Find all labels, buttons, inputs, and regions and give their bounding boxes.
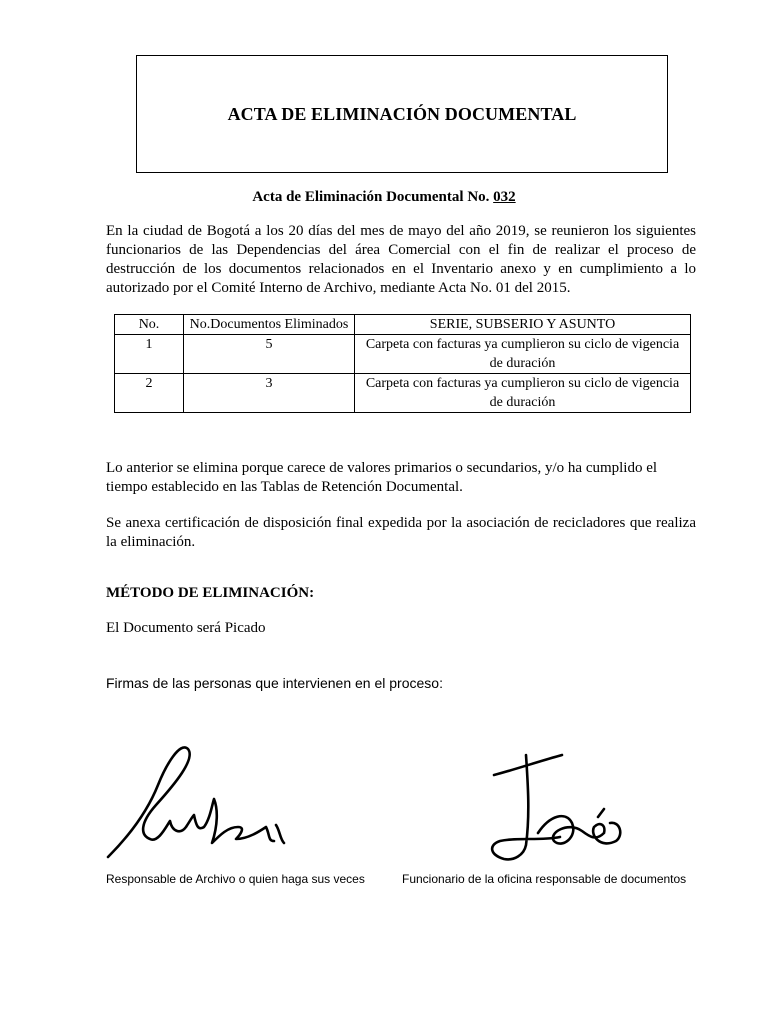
cell-series: Carpeta con facturas ya cumplieron su ciclo de vigencia de duración: [355, 335, 691, 374]
cell-number: 1: [115, 335, 184, 374]
certification-paragraph: Se anexa certificación de disposición final expedida por la asociación de recicladores que realiza la eliminación.: [106, 515, 696, 550]
table-row: [115, 335, 691, 374]
table-header-row: [115, 315, 691, 335]
right-signature-label: Funcionario de la oficina responsable de documentos: [402, 872, 687, 886]
cell-documents: 3: [184, 374, 355, 413]
cell-documents: 5: [184, 335, 355, 374]
header-cell-number: No.: [115, 315, 184, 335]
act-number: 032: [493, 189, 516, 205]
cell-series: Carpeta con facturas ya cumplieron su ciclo de vigencia de duración: [355, 374, 691, 413]
method-text: El Documento será Picado: [106, 620, 266, 636]
method-title: MÉTODO DE ELIMINACIÓN:: [106, 585, 315, 601]
left-signature-label: Responsable de Archivo o quien haga sus veces: [106, 872, 365, 886]
intro-paragraph: En la ciudad de Bogotá a los 20 días del mes de mayo del año 2019, se reunieron los siguientes funcionarios de las Dependencias del área Comercial con el fin de realizar el proceso de destrucción de los documentos relacionados en el Inventario anexo y en cumplimiento a lo autorizado por el Comité Interno de Archivo, mediante Acta No. 01 del 2015.: [106, 223, 696, 296]
inventory-table: [114, 314, 691, 413]
header-cell-documents: No.Documentos Eliminados: [184, 315, 355, 335]
left-signature: [100, 735, 300, 865]
act-number-line: [0, 189, 768, 206]
cell-number: 2: [115, 374, 184, 413]
retention-paragraph: Lo anterior se elimina porque carece de valores primarios o secundarios, y/o ha cumplido el tiempo establecido en las Tablas de Retención Documental.: [106, 460, 658, 495]
right-signature: [470, 745, 635, 875]
table-row: [115, 374, 691, 413]
document-title: ACTA DE ELIMINACIÓN DOCUMENTAL: [227, 103, 577, 124]
header-cell-series: SERIE, SUBSERIO Y ASUNTO: [355, 315, 691, 335]
act-number-prefix: Acta de Eliminación Documental No.: [252, 189, 494, 205]
title-box: [136, 55, 668, 173]
signatures-intro: Firmas de las personas que intervienen en el proceso:: [106, 675, 443, 691]
